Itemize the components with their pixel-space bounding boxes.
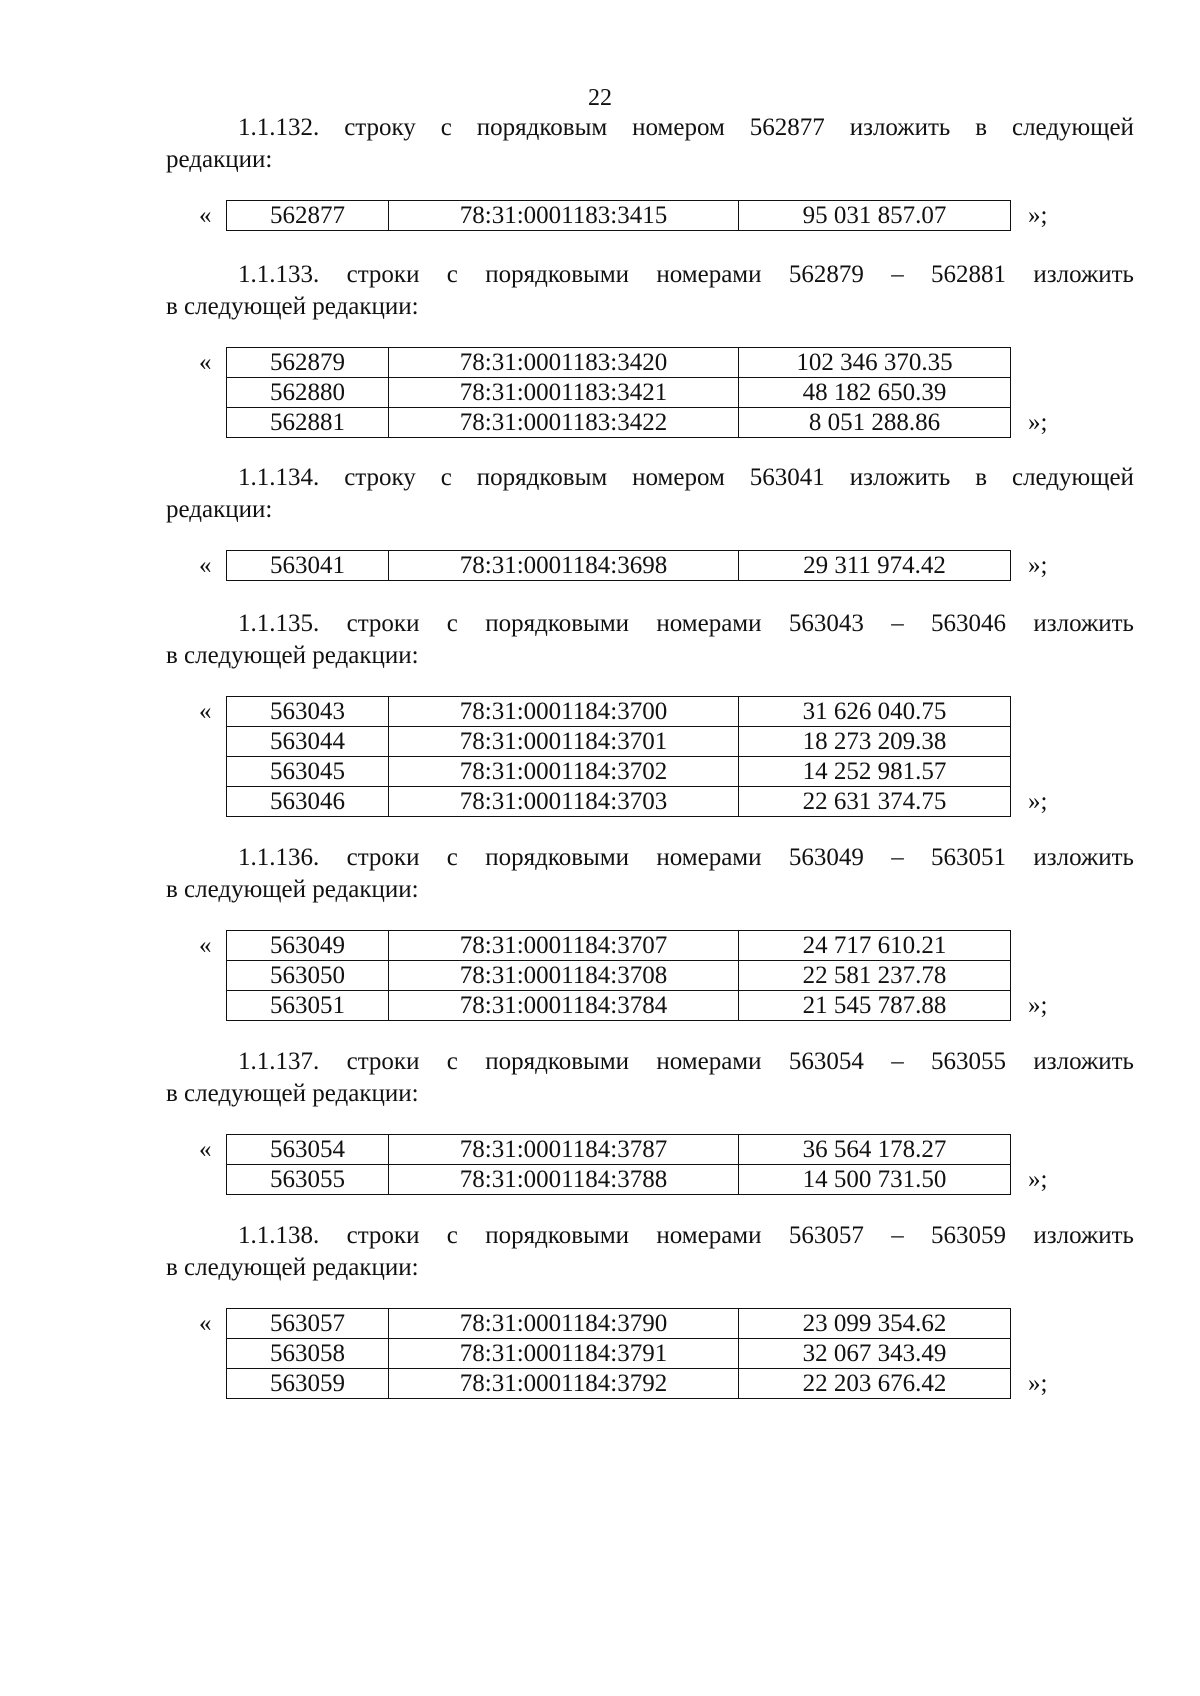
paragraph-word: 563046 (931, 610, 1007, 637)
cadastral-value-cell: 22 203 676.42 (739, 1369, 1011, 1399)
table-row (227, 1339, 1011, 1369)
table-row (227, 787, 1011, 817)
section-number: 1.1.135. (238, 610, 320, 637)
paragraph-first-line (166, 842, 1134, 874)
table-row (227, 1165, 1011, 1195)
opening-quote: « (199, 202, 212, 229)
opening-quote: « (199, 932, 212, 959)
paragraph-first-line (166, 259, 1134, 291)
paragraph-word: строку (344, 464, 416, 491)
paragraph-word: 563057 (788, 1222, 864, 1249)
cadastral-number-cell: 78:31:0001184:3788 (389, 1165, 739, 1195)
cadastral-number-cell: 78:31:0001184:3784 (389, 991, 739, 1021)
table-row (227, 961, 1011, 991)
paragraph-word: изложить (1033, 844, 1134, 871)
cadastral-number-cell: 78:31:0001183:3421 (389, 378, 739, 408)
amendment-paragraph (166, 608, 1134, 672)
table-row (227, 757, 1011, 787)
opening-quote: « (199, 698, 212, 725)
paragraph-word: номером (632, 114, 725, 141)
cadastral-table (226, 550, 1011, 581)
paragraph-first-line (166, 462, 1134, 494)
row-number-cell: 563045 (227, 757, 389, 787)
cadastral-value-cell: 18 273 209.38 (739, 727, 1011, 757)
cadastral-value-cell: 14 500 731.50 (739, 1165, 1011, 1195)
paragraph-second-line: в следующей редакции: (166, 1080, 419, 1107)
table-row (227, 931, 1011, 961)
section-number: 1.1.137. (238, 1048, 320, 1075)
paragraph-word: с (446, 844, 458, 871)
cadastral-value-cell: 48 182 650.39 (739, 378, 1011, 408)
row-number-cell: 562879 (227, 348, 389, 378)
paragraph-word: номерами (656, 1048, 762, 1075)
row-number-cell: 563057 (227, 1309, 389, 1339)
row-number-cell: 563049 (227, 931, 389, 961)
cadastral-number-cell: 78:31:0001184:3703 (389, 787, 739, 817)
closing-quote: »; (1028, 1166, 1048, 1193)
paragraph-second-line: редакции: (166, 496, 273, 523)
cadastral-table (226, 696, 1011, 817)
table-row (227, 1369, 1011, 1399)
amendment-section (166, 608, 1134, 815)
paragraph-word: номерами (656, 610, 762, 637)
paragraph-word: номерами (656, 844, 762, 871)
paragraph-word: строки (346, 1222, 420, 1249)
paragraph-word: изложить (849, 114, 951, 141)
table-row (227, 697, 1011, 727)
section-number: 1.1.136. (238, 844, 320, 871)
cadastral-value-cell: 21 545 787.88 (739, 991, 1011, 1021)
paragraph-word: 563055 (931, 1048, 1007, 1075)
paragraph-word: порядковыми (485, 261, 630, 288)
cadastral-table (226, 1308, 1011, 1399)
paragraph-word: порядковыми (485, 610, 630, 637)
paragraph-word: порядковыми (485, 1048, 630, 1075)
amendment-section (166, 1046, 1134, 1193)
cadastral-table (226, 347, 1011, 438)
row-number-cell: 563059 (227, 1369, 389, 1399)
cadastral-table (226, 930, 1011, 1021)
cadastral-number-cell: 78:31:0001184:3792 (389, 1369, 739, 1399)
cadastral-value-cell: 22 631 374.75 (739, 787, 1011, 817)
paragraph-word: 563041 (749, 464, 825, 491)
row-number-cell: 563050 (227, 961, 389, 991)
paragraph-word: порядковыми (485, 1222, 630, 1249)
table-row (227, 348, 1011, 378)
amendment-paragraph (166, 462, 1134, 526)
paragraph-word: 562877 (749, 114, 825, 141)
row-number-cell: 563058 (227, 1339, 389, 1369)
amendment-section (166, 842, 1134, 1019)
table-row (227, 727, 1011, 757)
paragraph-word: изложить (849, 464, 951, 491)
paragraph-word: изложить (1033, 261, 1134, 288)
table-row (227, 991, 1011, 1021)
amendment-section (166, 259, 1134, 436)
paragraph-word: строки (346, 610, 420, 637)
row-number-cell: 562877 (227, 201, 389, 231)
paragraph-word: изложить (1033, 610, 1134, 637)
closing-quote: »; (1028, 1370, 1048, 1397)
cadastral-value-cell: 32 067 343.49 (739, 1339, 1011, 1369)
opening-quote: « (199, 552, 212, 579)
table-row (227, 1135, 1011, 1165)
paragraph-word: строку (344, 114, 416, 141)
cadastral-value-cell: 8 051 288.86 (739, 408, 1011, 438)
cadastral-number-cell: 78:31:0001183:3420 (389, 348, 739, 378)
paragraph-word: с (446, 261, 458, 288)
closing-quote: »; (1028, 409, 1048, 436)
page-number: 22 (588, 85, 612, 111)
paragraph-word: следующей (1011, 114, 1134, 141)
paragraph-word: с (440, 114, 452, 141)
table-row (227, 551, 1011, 581)
table-row (227, 378, 1011, 408)
amendment-section (166, 112, 1134, 229)
paragraph-first-line (166, 608, 1134, 640)
section-number: 1.1.134. (238, 464, 320, 491)
paragraph-word: – (891, 1048, 904, 1075)
paragraph-word: с (446, 610, 458, 637)
paragraph-word: с (446, 1048, 458, 1075)
paragraph-word: строки (346, 261, 420, 288)
paragraph-word: строки (346, 1048, 420, 1075)
cadastral-number-cell: 78:31:0001184:3791 (389, 1339, 739, 1369)
row-number-cell: 563043 (227, 697, 389, 727)
row-number-cell: 562880 (227, 378, 389, 408)
section-number: 1.1.132. (238, 114, 320, 141)
paragraph-word: в (975, 464, 988, 491)
paragraph-word: – (891, 1222, 904, 1249)
cadastral-number-cell: 78:31:0001184:3708 (389, 961, 739, 991)
cadastral-value-cell: 31 626 040.75 (739, 697, 1011, 727)
paragraph-first-line (166, 1046, 1134, 1078)
paragraph-word: с (446, 1222, 458, 1249)
paragraph-word: – (891, 610, 904, 637)
amendment-section (166, 1220, 1134, 1397)
paragraph-word: следующей (1011, 464, 1134, 491)
paragraph-word: 563054 (788, 1048, 864, 1075)
paragraph-word: 563059 (931, 1222, 1007, 1249)
closing-quote: »; (1028, 992, 1048, 1019)
section-number: 1.1.133. (238, 261, 320, 288)
paragraph-second-line: в следующей редакции: (166, 293, 419, 320)
row-number-cell: 563054 (227, 1135, 389, 1165)
paragraph-second-line: редакции: (166, 146, 273, 173)
closing-quote: »; (1028, 202, 1048, 229)
row-number-cell: 563044 (227, 727, 389, 757)
cadastral-table (226, 200, 1011, 231)
amendment-section (166, 462, 1134, 579)
opening-quote: « (199, 349, 212, 376)
paragraph-second-line: в следующей редакции: (166, 1254, 419, 1281)
row-number-cell: 562881 (227, 408, 389, 438)
cadastral-number-cell: 78:31:0001184:3787 (389, 1135, 739, 1165)
cadastral-table (226, 1134, 1011, 1195)
table-row (227, 408, 1011, 438)
cadastral-number-cell: 78:31:0001183:3415 (389, 201, 739, 231)
cadastral-value-cell: 29 311 974.42 (739, 551, 1011, 581)
table-row (227, 201, 1011, 231)
amendment-paragraph (166, 1046, 1134, 1110)
paragraph-word: изложить (1033, 1048, 1134, 1075)
closing-quote: »; (1028, 788, 1048, 815)
paragraph-word: порядковыми (485, 844, 630, 871)
paragraph-word: номером (632, 464, 725, 491)
paragraph-word: 563051 (931, 844, 1007, 871)
table-row (227, 1309, 1011, 1339)
amendment-paragraph (166, 259, 1134, 323)
paragraph-word: – (891, 261, 904, 288)
closing-quote: »; (1028, 552, 1048, 579)
row-number-cell: 563041 (227, 551, 389, 581)
paragraph-second-line: в следующей редакции: (166, 876, 419, 903)
cadastral-number-cell: 78:31:0001184:3702 (389, 757, 739, 787)
paragraph-first-line (166, 1220, 1134, 1252)
paragraph-word: 562881 (931, 261, 1007, 288)
paragraph-word: номерами (656, 261, 762, 288)
cadastral-number-cell: 78:31:0001184:3700 (389, 697, 739, 727)
amendment-paragraph (166, 842, 1134, 906)
amendment-paragraph (166, 1220, 1134, 1284)
section-number: 1.1.138. (238, 1222, 320, 1249)
paragraph-second-line: в следующей редакции: (166, 642, 419, 669)
opening-quote: « (199, 1310, 212, 1337)
paragraph-word: номерами (656, 1222, 762, 1249)
paragraph-first-line (166, 112, 1134, 144)
row-number-cell: 563046 (227, 787, 389, 817)
paragraph-word: 562879 (788, 261, 864, 288)
paragraph-word: 563043 (788, 610, 864, 637)
cadastral-value-cell: 14 252 981.57 (739, 757, 1011, 787)
cadastral-number-cell: 78:31:0001183:3422 (389, 408, 739, 438)
cadastral-number-cell: 78:31:0001184:3698 (389, 551, 739, 581)
cadastral-value-cell: 102 346 370.35 (739, 348, 1011, 378)
cadastral-value-cell: 22 581 237.78 (739, 961, 1011, 991)
paragraph-word: в (975, 114, 988, 141)
paragraph-word: порядковым (476, 114, 608, 141)
cadastral-value-cell: 24 717 610.21 (739, 931, 1011, 961)
opening-quote: « (199, 1136, 212, 1163)
row-number-cell: 563055 (227, 1165, 389, 1195)
paragraph-word: 563049 (788, 844, 864, 871)
cadastral-value-cell: 95 031 857.07 (739, 201, 1011, 231)
paragraph-word: строки (346, 844, 420, 871)
paragraph-word: с (440, 464, 452, 491)
row-number-cell: 563051 (227, 991, 389, 1021)
cadastral-number-cell: 78:31:0001184:3701 (389, 727, 739, 757)
cadastral-value-cell: 23 099 354.62 (739, 1309, 1011, 1339)
cadastral-number-cell: 78:31:0001184:3790 (389, 1309, 739, 1339)
cadastral-value-cell: 36 564 178.27 (739, 1135, 1011, 1165)
paragraph-word: изложить (1033, 1222, 1134, 1249)
cadastral-number-cell: 78:31:0001184:3707 (389, 931, 739, 961)
paragraph-word: – (891, 844, 904, 871)
amendment-paragraph (166, 112, 1134, 176)
paragraph-word: порядковым (476, 464, 608, 491)
